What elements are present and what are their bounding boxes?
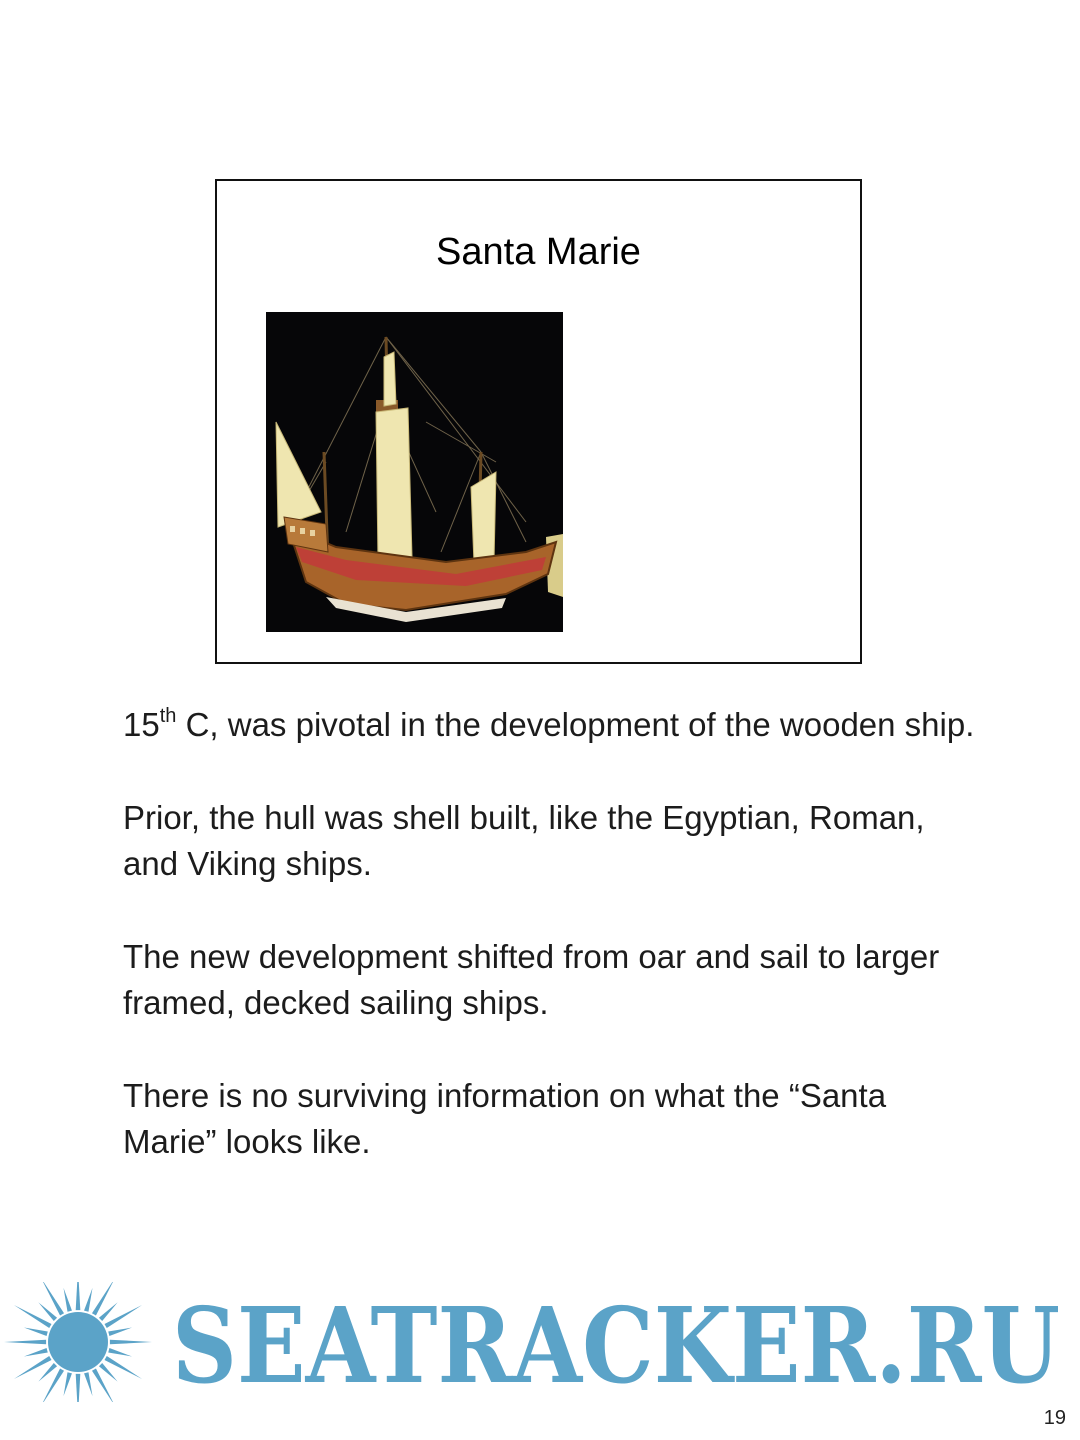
sun-ray: [92, 1368, 115, 1402]
ordinal-suffix: th: [159, 705, 177, 727]
sun-ray: [4, 1340, 46, 1345]
sun-ray: [38, 1302, 57, 1321]
page-number: 19: [1043, 1407, 1066, 1429]
body-text: [123, 702, 983, 1212]
sun-ray: [104, 1305, 142, 1328]
paragraph-2: Prior, the hull was shell built, like the Egyptian, Roman, and Viking ships.: [123, 799, 925, 882]
sun-ray: [84, 1288, 92, 1312]
sun-ray: [41, 1368, 64, 1402]
sun-ray: [108, 1328, 132, 1336]
sun-ray: [99, 1302, 118, 1321]
seatracker-logo: [0, 1282, 1080, 1402]
ship-photo: [266, 312, 563, 632]
sun-ray: [38, 1363, 57, 1382]
sun-ray: [64, 1372, 72, 1396]
paragraph-1-text: C, was pivotal in the development of the wooden ship.: [176, 706, 975, 743]
sun-ray: [76, 1282, 81, 1310]
century-number: 15: [123, 706, 160, 743]
sun-ray: [41, 1282, 64, 1316]
sun-ray: [108, 1348, 132, 1356]
sun-icon: [4, 1282, 152, 1402]
sun-ray: [110, 1340, 152, 1345]
sun-ray: [92, 1282, 115, 1316]
paragraph-3: The new development shifted from oar and sail to larger framed, decked sailing ships.: [123, 938, 940, 1021]
sun-ray: [14, 1356, 52, 1379]
slide-title: Santa Marie: [436, 231, 641, 273]
sun-ray: [84, 1372, 92, 1396]
slide-frame: [215, 179, 862, 664]
sun-ray: [64, 1288, 72, 1312]
sun-ray: [99, 1363, 118, 1382]
sun-ray: [104, 1356, 142, 1379]
sun-ray: [76, 1374, 81, 1402]
sun-ray: [24, 1328, 48, 1336]
paragraph-1: [123, 702, 983, 748]
sun-ray: [24, 1348, 48, 1356]
logo-wordmark: SEATRACKER.RU: [172, 1284, 1060, 1402]
paragraph-4: There is no surviving information on what the “Santa Marie” looks like.: [123, 1077, 887, 1160]
sun-ray: [14, 1305, 52, 1328]
